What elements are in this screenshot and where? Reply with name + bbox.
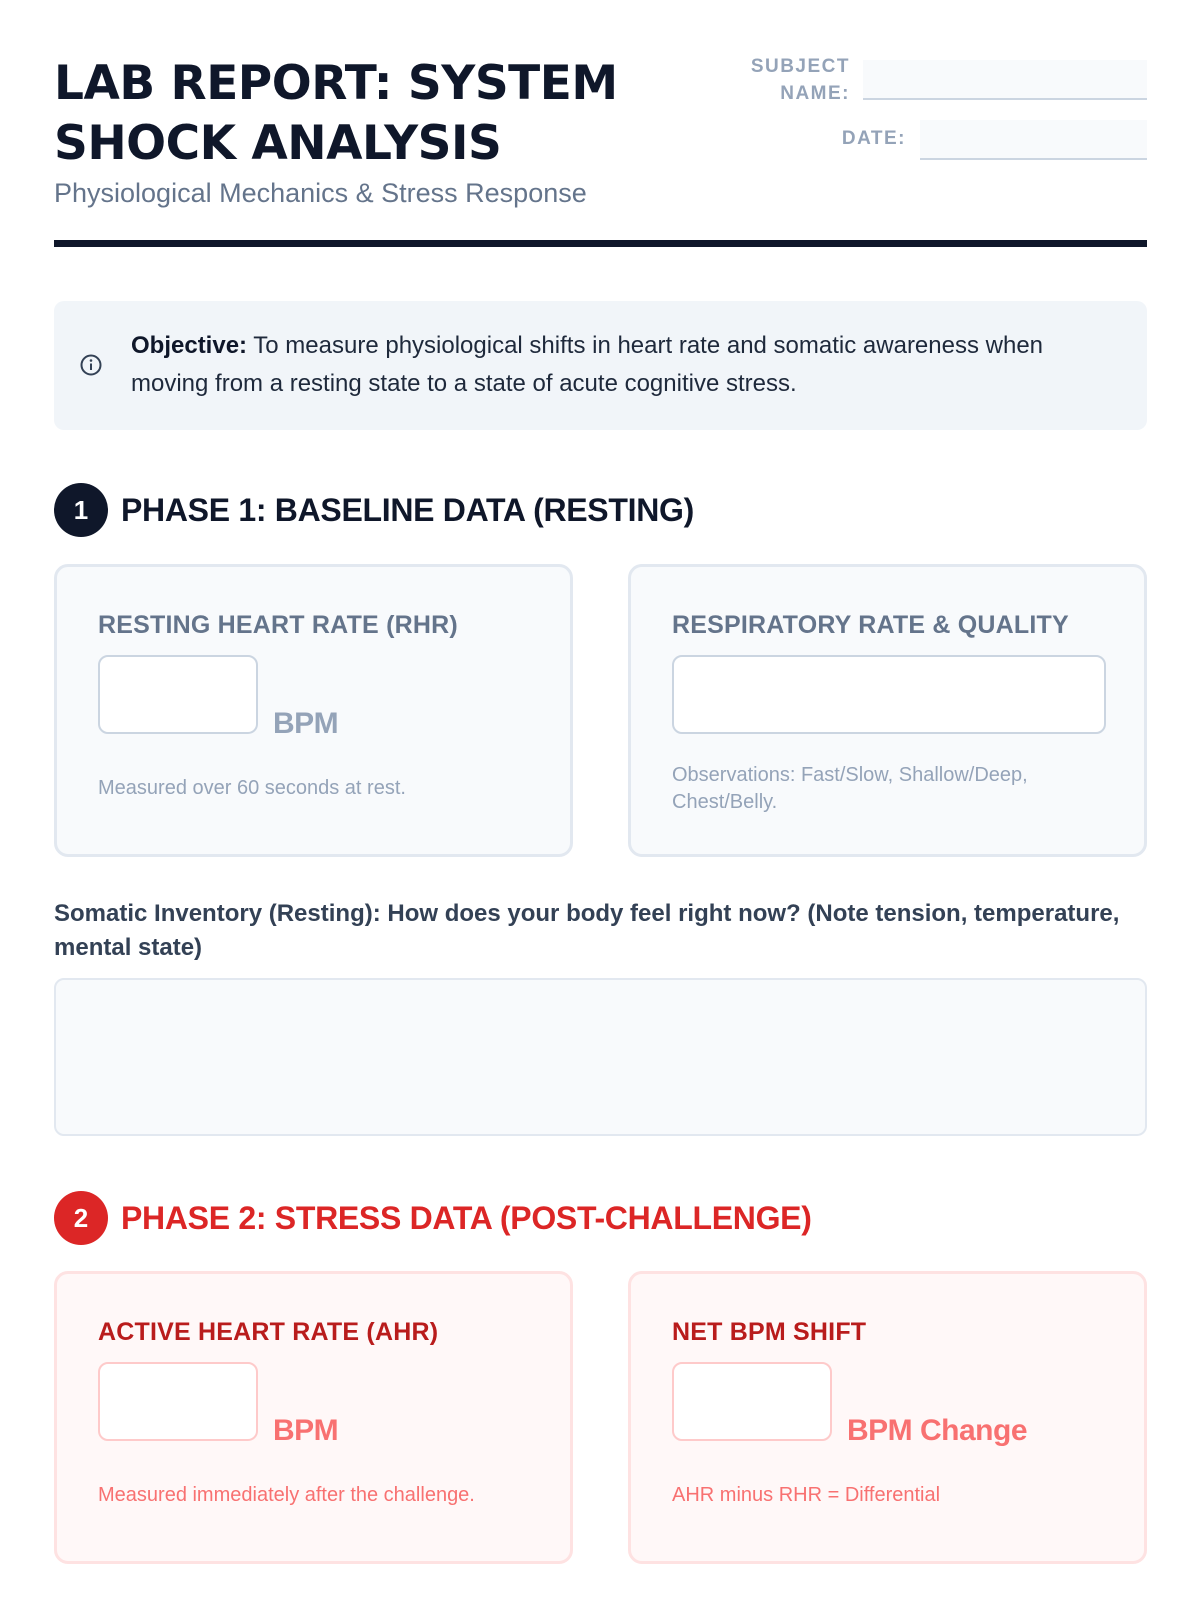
report-title: LAB REPORT: SYSTEM SHOCK ANALYSIS (54, 56, 618, 171)
resting-heart-rate-card (54, 564, 573, 857)
resting-heart-rate-label: RESTING HEART RATE (RHR) (98, 611, 458, 639)
resting-heart-rate-hint: Measured over 60 seconds at rest. (98, 777, 406, 799)
somatic-inventory-resting-answer[interactable] (54, 978, 1147, 1136)
net-bpm-shift-label: NET BPM SHIFT (672, 1318, 867, 1346)
objective-text (131, 327, 1111, 403)
phase-2-heading (54, 1191, 1147, 1245)
report-header (54, 54, 1147, 248)
active-heart-rate-unit: BPM (273, 1414, 339, 1447)
resting-heart-rate-unit: BPM (273, 707, 339, 740)
date-field[interactable] (920, 120, 1147, 160)
phase-2-number-badge: 2 (54, 1191, 108, 1245)
objective-label: Objective: (131, 332, 248, 359)
active-heart-rate-label: ACTIVE HEART RATE (AHR) (98, 1318, 439, 1346)
subject-name-label: SUBJECT NAME: (750, 56, 850, 104)
respiratory-rate-label: RESPIRATORY RATE & QUALITY (672, 611, 1069, 639)
header-divider (54, 240, 1147, 247)
somatic-inventory-resting-question: Somatic Inventory (Resting): How does your body feel right now? (Note tension, temperature, mental state) (54, 900, 1120, 961)
active-heart-rate-input[interactable] (98, 1362, 258, 1441)
phase-1-number-badge: 1 (54, 483, 108, 537)
respiratory-rate-card (628, 564, 1147, 857)
phase-2-title: PHASE 2: STRESS DATA (POST-CHALLENGE) (121, 1200, 812, 1236)
respiratory-rate-hint: Observations: Fast/Slow, Shallow/Deep, Chest/Belly. (672, 764, 1028, 813)
phase-1-heading (54, 483, 1147, 537)
net-bpm-shift-card (628, 1271, 1147, 1564)
net-bpm-shift-input[interactable] (672, 1362, 832, 1441)
info-icon (80, 354, 102, 376)
objective-box (54, 301, 1147, 430)
net-bpm-shift-hint: AHR minus RHR = Differential (672, 1484, 941, 1506)
net-bpm-shift-unit: BPM Change (847, 1414, 1028, 1447)
active-heart-rate-card (54, 1271, 573, 1564)
objective-body: To measure physiological shifts in heart rate and somatic awareness when moving from a resting state to a state of acute cognitive stress. (131, 332, 1044, 397)
subject-name-field[interactable] (863, 60, 1147, 100)
worksheet-page (54, 0, 1147, 1600)
report-subtitle: Physiological Mechanics & Stress Response (54, 178, 587, 208)
respiratory-rate-input[interactable] (672, 655, 1106, 734)
phase-1-title: PHASE 1: BASELINE DATA (RESTING) (121, 492, 694, 528)
date-label: DATE: (841, 128, 906, 149)
active-heart-rate-hint: Measured immediately after the challenge. (98, 1484, 475, 1506)
resting-heart-rate-input[interactable] (98, 655, 258, 734)
